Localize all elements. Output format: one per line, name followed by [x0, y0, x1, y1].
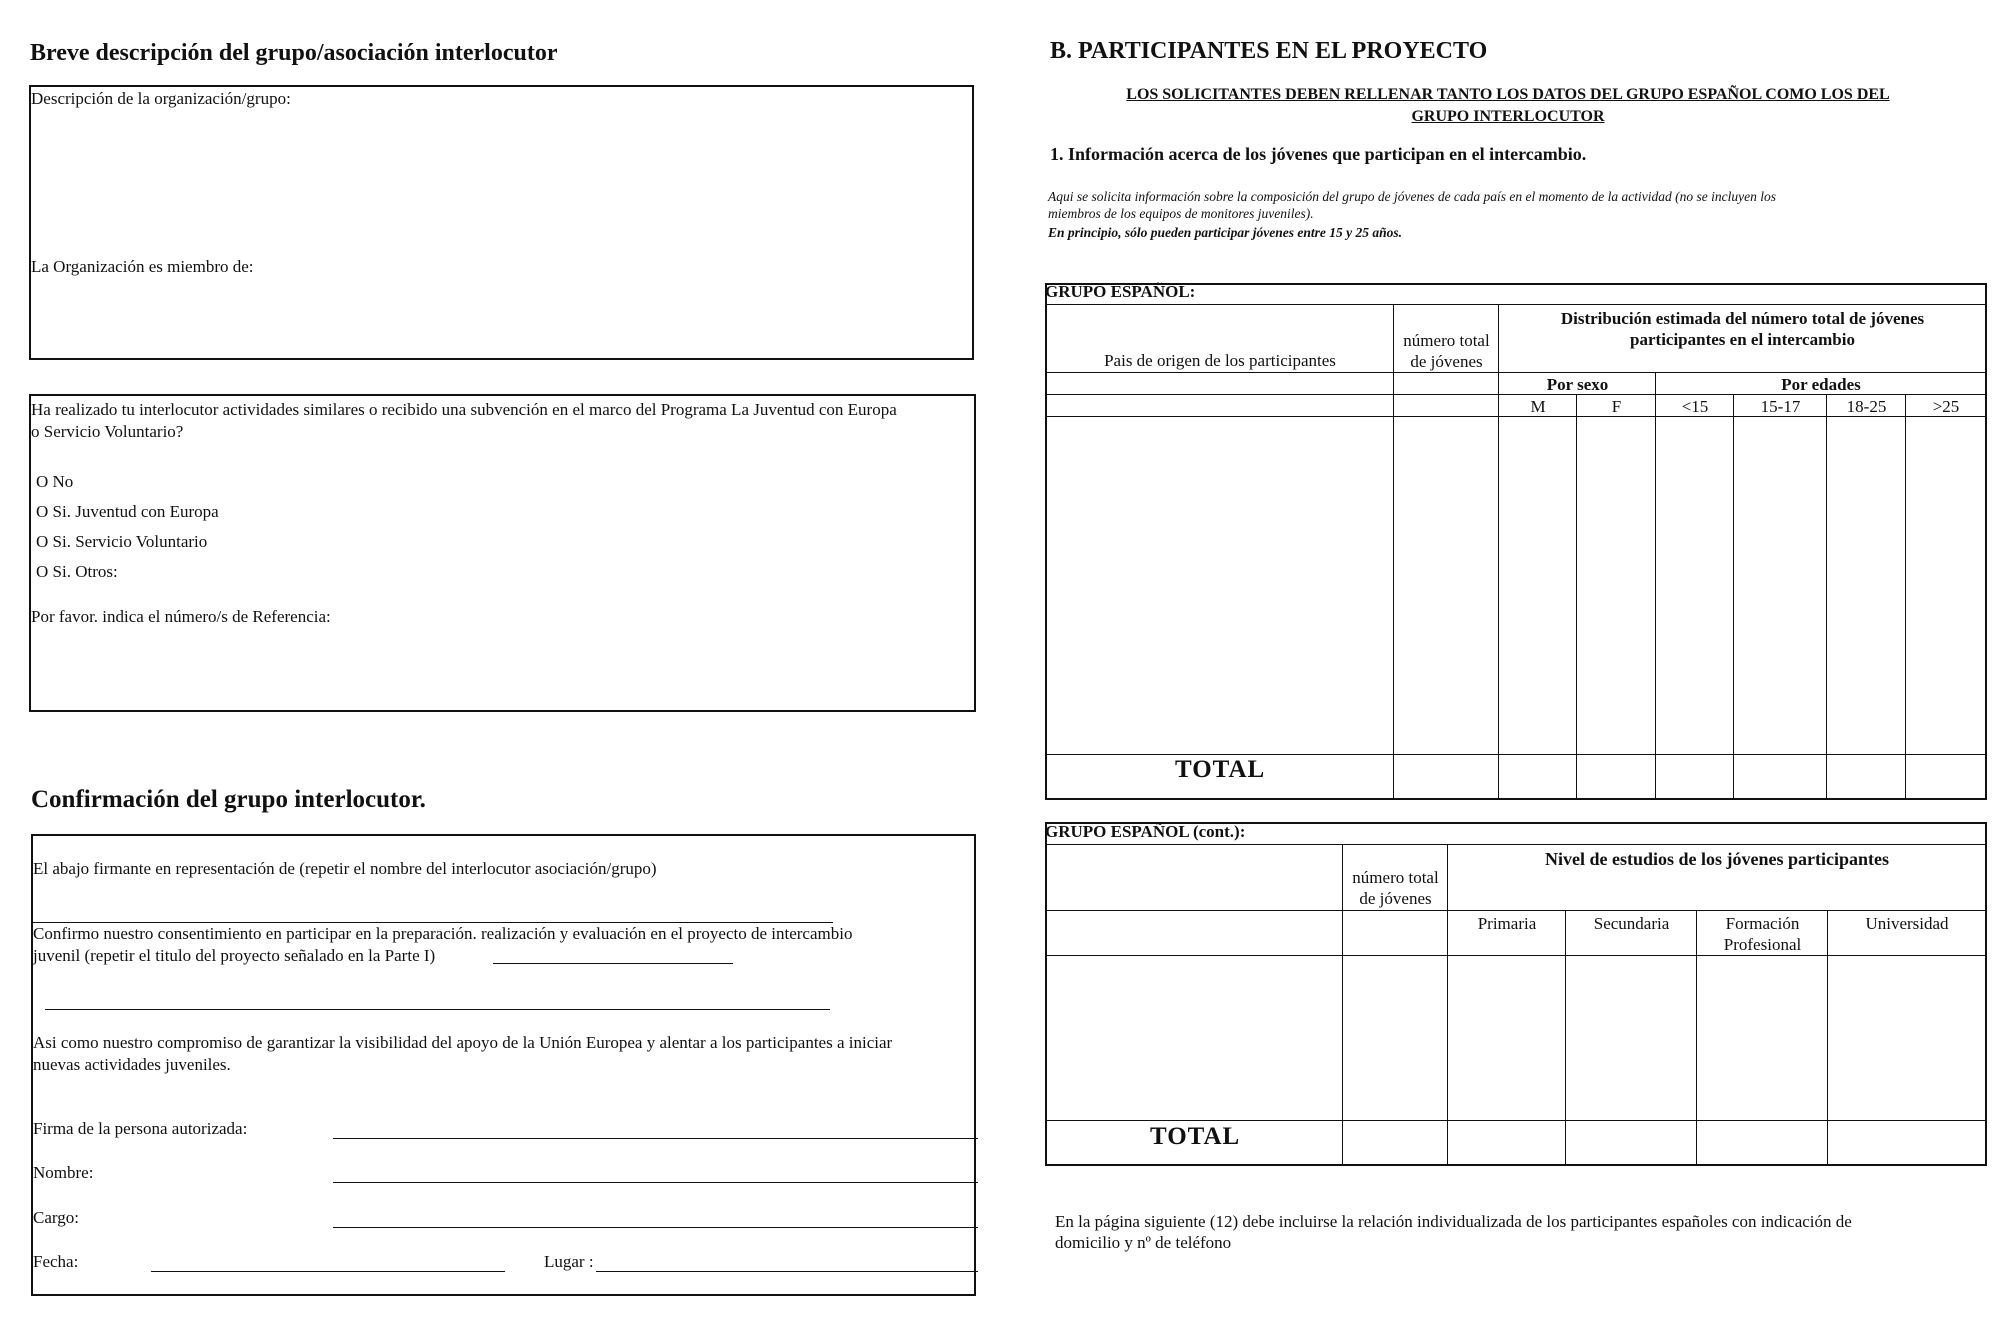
country-header: Pais de origen de los participantes: [1104, 351, 1336, 370]
age-col-15-17: 15-17: [1760, 397, 1801, 416]
total-youth-header: número total de jóvenes: [1403, 331, 1490, 371]
position-label: Cargo:: [33, 1208, 79, 1227]
confirmation-box: [31, 834, 976, 1296]
table2-group-label: GRUPO ESPAÑOL (cont.):: [1045, 822, 1246, 841]
footer-note-line1: En la página siguiente (12) debe incluirse la relación individualizada de los participantes españoles con indicación de: [1055, 1212, 1852, 1231]
organization-description-box[interactable]: [29, 85, 974, 360]
education-level-header: Nivel de estudios de los jóvenes participantes: [1545, 849, 1889, 869]
table2-frame: [1045, 822, 1987, 1166]
level-primaria: Primaria: [1477, 914, 1537, 933]
youth-info-text-1: Aqui se solicita información sobre la composición del grupo de jóvenes de cada país en el momento de la actividad (no se incluyen los: [1048, 189, 1776, 204]
name-line[interactable]: [333, 1182, 978, 1183]
age-col-18-25: 18-25: [1846, 397, 1887, 416]
previous-activities-question-line2: o Servicio Voluntario?: [31, 422, 184, 441]
age-col-under15: <15: [1681, 397, 1709, 416]
participants-section-title: B. PARTICIPANTES EN EL PROYECTO: [1050, 38, 1488, 64]
organization-description-label: Descripción de la organización/grupo:: [31, 89, 291, 108]
sex-col-f: F: [1611, 397, 1622, 416]
project-title-line[interactable]: [493, 963, 733, 964]
project-title-line-2[interactable]: [45, 1009, 830, 1010]
option-no[interactable]: O No: [36, 472, 74, 491]
position-line[interactable]: [333, 1227, 978, 1228]
previous-activities-box: [29, 394, 976, 712]
table2-total-youth-header: número total de jóvenes: [1352, 868, 1439, 908]
youth-info-title: 1. Información acerca de los jóvenes que participan en el intercambio.: [1050, 144, 1587, 164]
youth-info-text-3: En principio, sólo pueden participar jóvenes entre 15 y 25 años.: [1048, 225, 1403, 240]
description-section-title: Breve descripción del grupo/asociación interlocutor: [30, 40, 558, 66]
level-secundaria: Secundaria: [1593, 914, 1670, 933]
distribution-header: Distribución estimada del número total de jóvenes participantes en el intercambio: [1560, 309, 1925, 349]
consent-line-1: Confirmo nuestro consentimiento en participar en la preparación. realización y evaluación en el proyecto de intercambio: [33, 924, 853, 943]
commitment-line-2: nuevas actividades juveniles.: [33, 1055, 231, 1074]
place-line[interactable]: [596, 1271, 978, 1272]
signature-label: Firma de la persona autorizada:: [33, 1119, 248, 1138]
date-line[interactable]: [151, 1271, 505, 1272]
table2-total-label: TOTAL: [1150, 1123, 1241, 1150]
level-universidad: Universidad: [1865, 914, 1949, 933]
table1-total-label: TOTAL: [1175, 756, 1266, 783]
name-label: Nombre:: [33, 1163, 94, 1182]
youth-info-text-2: miembros de los equipos de monitores juveniles).: [1048, 206, 1314, 221]
applicants-notice-line2: GRUPO INTERLOCUTOR: [1411, 108, 1605, 125]
reference-number-label: Por favor. indica el número/s de Referencia:: [31, 607, 331, 626]
applicants-notice: [1048, 84, 1968, 128]
option-servicio-voluntario[interactable]: O Si. Servicio Voluntario: [36, 532, 208, 551]
confirmation-section-title: Confirmación del grupo interlocutor.: [31, 786, 426, 813]
member-of-label: La Organización es miembro de:: [31, 257, 254, 276]
applicants-notice-line1: LOS SOLICITANTES DEBEN RELLENAR TANTO LOS DATOS DEL GRUPO ESPAÑOL COMO LOS DEL: [1126, 86, 1890, 103]
commitment-line-1: Asi como nuestro compromiso de garantizar la visibilidad del apoyo de la Unión Europea y alentar a los participantes a iniciar: [33, 1033, 893, 1052]
by-sex-header: Por sexo: [1546, 375, 1609, 394]
representation-name-line[interactable]: [33, 922, 833, 923]
previous-activities-question-line1: Ha realizado tu interlocutor actividades similares o recibido una subvención en el marco del Programa La Juventud con Europa: [31, 400, 897, 419]
consent-line-2: juvenil (repetir el titulo del proyecto señalado en la Parte I): [33, 946, 436, 965]
table1-group-label: GRUPO ESPAÑOL:: [1045, 282, 1196, 301]
by-age-header: Por edades: [1781, 375, 1861, 394]
signed-representation-label: El abajo firmante en representación de (repetir el nombre del interlocutor asociación/grupo): [33, 859, 657, 878]
level-formacion-profesional: Formación Profesional: [1723, 914, 1802, 954]
signature-line[interactable]: [333, 1138, 978, 1139]
sex-col-m: M: [1530, 397, 1546, 416]
date-label: Fecha:: [33, 1252, 79, 1271]
age-col-over25: >25: [1932, 397, 1960, 416]
place-label: Lugar :: [544, 1252, 594, 1271]
footer-note-line2: domicilio y nº de teléfono: [1055, 1233, 1232, 1252]
option-otros[interactable]: O Si. Otros:: [36, 562, 118, 581]
option-juventud-con-europa[interactable]: O Si. Juventud con Europa: [36, 502, 219, 521]
